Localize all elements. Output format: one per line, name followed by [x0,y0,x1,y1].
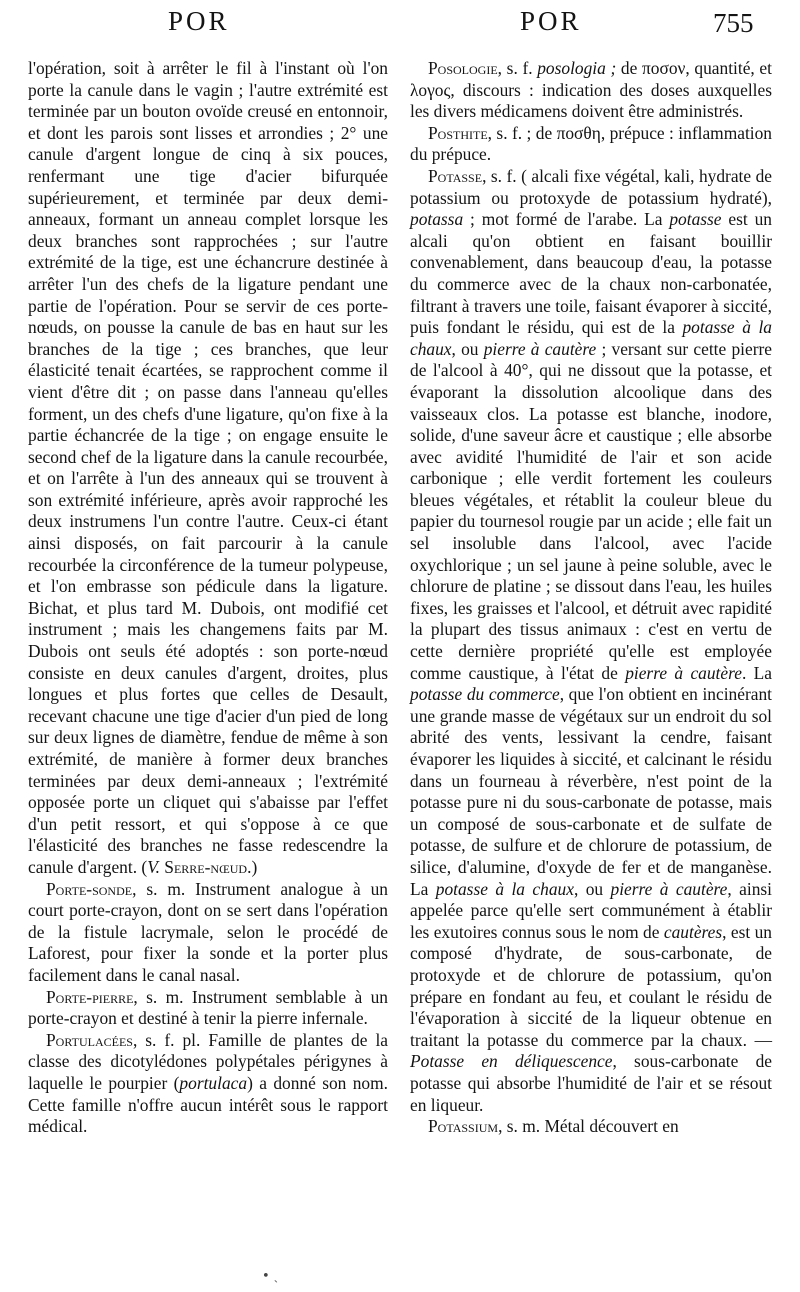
entry-potasse [410,166,772,1116]
entry-italic: potasse à la chaux [435,878,574,899]
entry-italic: Potasse en déliquescence [410,1051,613,1072]
entry-posologie [410,58,772,123]
running-head-left: POR [168,6,230,36]
entry-text: ) a donné son nom. Cette famille n'offre aucun intérêt sous le rapport médical. [28,1072,388,1137]
entry-porte-sonde [28,879,388,987]
entry-term: Posologie [428,58,498,78]
entry-term: Posthite [428,122,488,143]
entry-term: Porte-pierre [46,986,134,1007]
entry-potassium [410,1116,772,1138]
paragraph-text: l'opération, soit à arrêter le fil à l'instant où l'on porte la canule dans le vagin ; l'autre extrémité est terminée par un bouton ovoïde creusé en entonnoir, et dont les parois sont lisses et arrondies ; 2° une canule d'argent longue de cinq à six pouces, renfermant une tige d'acier bifurquée supérieurement, et terminée par deux demi-anneaux, formant un anneau complet lorsque les deux branches sont rapprochées ; sur l'autre extrémité de la tige, est une échancrure destinée à arrêter l'un des chefs de la ligature pendant une partie de l'opération. Pour se servir de ces porte-nœuds, on pousse la canule de bas en haut sur les branches de la tige ; ces branches, que leur élasticité tenait écartées, se rapprochent comme il vient d'être dit ; on passe dans l'anneau qu'elles forment, un des chefs d'une ligature, qu'on fixe à la partie échancrée de la tige ; on engage ensuite le second chef de la ligature dans la canule recourbée, et on l'arrête à l'un des anneaux qui se trouvent à son extrémité inférieure, après avoir rapproché les deux instrumens l'un contre l'autre. Ceux-ci étant ainsi disposés, on fait parcourir à la canule recourbée la circonférence de la tumeur polypeuse, et l'on embrasse son pédicule dans la ligature. Bichat, et plus tard M. Dubois, ont modifié cet instrument ; mais les changemens faits par M. Dubois ont seuls été adoptés : son porte-nœud consiste en deux canules d'argent, droites, plus longues et plus fortes que celles de Desault, recevant chacune une tige d'acier d'un pied de long sur deux lignes de diamètre, fendue de même à son extrémité, de manière à former deux branches terminées par deux demi-anneaux ; l'extrémité opposée porte un cliquet qui s'abaisse par l'effet d'un petit ressort, et qui s'oppose à ce que l'élasticité des branches ne fasse redescendre la canule d'argent. ( [28,58,388,877]
entry-italic: portulaca [179,1072,248,1093]
entry-text: , ou [573,878,611,899]
entry-italic: potasse [669,209,722,230]
entry-text: , s. f. ( alcali fixe végétal, kali, hydrate de potassium ou protoxyde de potassium hydraté), [410,165,772,208]
entry-text: , que l'on obtient en incinérant une grande masse de végétaux sur un endroit du sol abrité des vents, lessivant la cendre, faisant évaporer les liquides à siccité, et calcinant le résidu dans un fourneau à réverbère, n'est point de la potasse pure ni du sous-carbonate de potasse, mais un composé de sous-carbonate et de sulfate de potasse, de sulfure et de chlorure de potassium, de silice, d'alumine, d'oxyde de fer et de manganèse. La [410,684,772,899]
entry-text: , s. m. Métal découvert en [498,1116,679,1137]
entry-text: , s. f. [497,58,538,78]
entry-italic: pierre à cautère [483,338,597,359]
entry-text: , s. m. Instrument analogue à un court porte-crayon, dont on se sert dans l'opération de la fistule lacrymale, selon le procédé de Laforest, pour fixer la sonde et la porter plus facilement dans le canal nasal. [28,878,388,985]
entry-text: ; mot formé de l'arabe. La [463,209,670,230]
entry-text: , est un composé d'hydrate, de sous-carbonate, de protoxyde et de chlorure de potassium, qu'on prépare en fondant au feu, et coulant le résidu de l'évaporation à siccité de la liqueur obtenue en traitant la potasse du commerce par la chaux. — [410,921,772,1050]
entry-italic: potassa [410,209,464,230]
running-head-right: POR [520,6,582,36]
entry-italic: pierre à cautère [625,662,742,683]
entry-text: , s. f. ; de ποσθη, prépuce : inflammation du prépuce. [410,122,772,165]
entry-text: de ποσον, quantité, et λογος, discours : indication des doses auxquelles les divers médicamens doivent être administrés. [410,58,772,122]
right-column [410,58,772,1138]
entry-text: , s. m. Instrument semblable à un porte-crayon et destiné à tenir la pierre infernale. [28,986,388,1029]
entry-italic: cautères [663,921,723,942]
entry-italic: posologia ; [537,58,617,78]
entry-text: , ainsi appelée parce qu'elle sert communément à établir les exutoires connus sous le nom de [410,878,773,942]
entry-term: Potasse [428,165,483,186]
entry-italic: potasse à la chaux [410,317,772,359]
entry-italic: potasse du commerce [410,684,560,705]
paragraph-continued [28,58,388,879]
page-number: 755 [713,8,754,38]
cross-reference-term: Serre-nœud [164,856,248,877]
entry-text: . La [741,662,772,683]
cross-reference-marker: V. [147,856,160,877]
entry-term: Potassium [428,1116,499,1137]
footer-mark: • ˎ [262,1269,279,1284]
entry-term: Portulacées [46,1029,133,1050]
left-column [28,58,388,1138]
entry-text: , s. f. pl. Famille de plantes de la classe des dicotylédones polypétales périgynes à laquelle le pourpier ( [28,1029,388,1093]
entry-posthite [410,123,772,166]
entry-portulacees [28,1030,388,1138]
paragraph-text: .) [247,856,258,877]
entry-text: ; versant sur cette pierre de l'alcool à 40°, qui ne dissout que la potasse, et évaporant la dissolution alcoolique dans des vaisseaux clos. La potasse est blanche, inodore, solide, d'une saveur âcre et caustique ; elle absorbe avec avidité l'humidité de l'air et son acide carbonique ; elle verdit fortement les couleurs bleues végétales, et rétablit la couleur bleue du papier du tournesol rougie par un acide ; elle fait un sel insoluble dans l'alcool, avec l'acide oxychlorique ; un sel jaune à peine soluble, avec le chlorure de platine ; se dissout dans l'eau, les huiles fixes, les graisses et l'alcool, et détruit avec rapidité la plupart des tissus animaux : c'est en vertu de cette dernière propriété qu'elle est employée comme caustique, à l'état de [410,338,772,683]
entry-text: , sous-carbonate de potasse qui absorbe l'humidité de l'air et se résout en liqueur. [410,1051,772,1115]
entry-italic: pierre à cautère [610,878,728,899]
entry-porte-pierre [28,987,388,1030]
entry-text: est un alcali qu'on obtient en faisant bouillir convenablement, dans beaucoup d'eau, la potasse du commerce avec de la chaux non-carbonatée, filtrant à travers une toile, faisant évaporer à siccité, puis fondant le résidu, qui est de la [410,209,772,338]
entry-text: , ou [451,338,484,359]
entry-term: Porte-sonde [46,878,133,899]
